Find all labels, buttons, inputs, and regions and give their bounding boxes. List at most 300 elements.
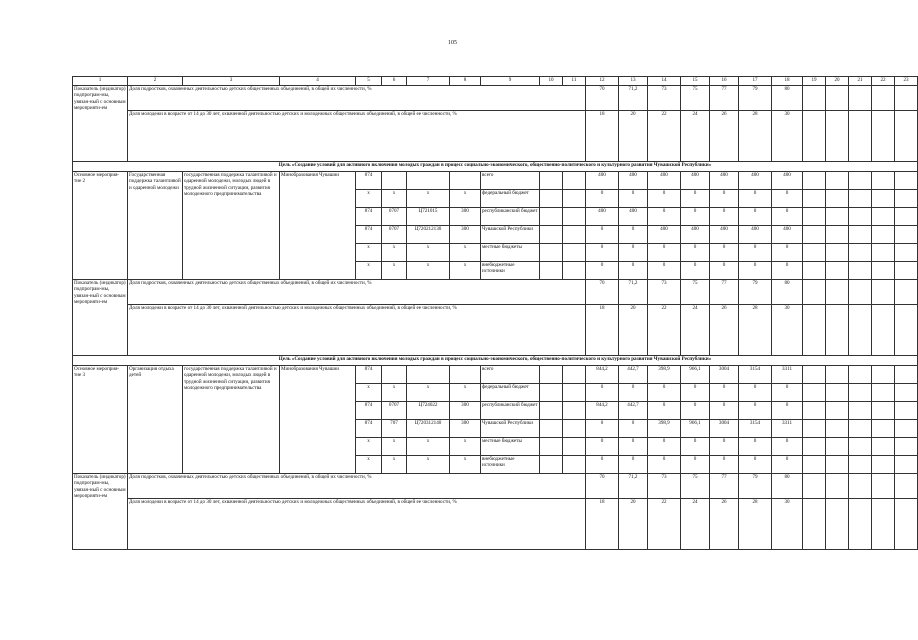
- funding-value: 844,2: [586, 402, 619, 420]
- vr-code: х: [450, 438, 481, 456]
- empty-cell: [849, 244, 872, 262]
- indicator-value: 71,2: [619, 86, 648, 111]
- funding-value: 0: [619, 226, 648, 244]
- funding-value: 0: [681, 244, 710, 262]
- funding-value: 0: [739, 402, 772, 420]
- vr-code: х: [450, 456, 481, 474]
- column-number: 3: [183, 77, 280, 86]
- goal-row: [73, 162, 918, 172]
- indicator-value: 80: [772, 280, 803, 305]
- rz-code: 707: [382, 420, 407, 438]
- column-number: 1: [73, 77, 128, 86]
- empty-cell: [872, 456, 895, 474]
- empty-cell: [849, 384, 872, 402]
- indicator-row: [73, 474, 918, 499]
- empty-cell: [826, 499, 849, 550]
- empty-cell: [826, 402, 849, 420]
- indicator-value: 28: [739, 111, 772, 162]
- indicator-row: [73, 305, 918, 356]
- funding-value: 0: [681, 262, 710, 280]
- funding-value: 0: [710, 402, 739, 420]
- grbs-code: х: [356, 190, 382, 208]
- goal-row: [73, 356, 918, 366]
- funding-value: 0: [648, 438, 681, 456]
- indicator-value: 77: [710, 474, 739, 499]
- rz-code: х: [382, 262, 407, 280]
- grbs-code: 874: [356, 226, 382, 244]
- indicator-value: 22: [648, 111, 681, 162]
- column-number: 14: [648, 77, 681, 86]
- empty-cell: [895, 456, 918, 474]
- goal-text: Цель «Создание условий для активного включения молодых граждан в процесс социально-экономического, общественно-политического и культурного развития Чувашской Республики»: [73, 356, 918, 366]
- empty-cell: [849, 366, 872, 384]
- column-number: 20: [826, 77, 849, 86]
- indicator-value: 26: [710, 111, 739, 162]
- empty-cell: [540, 244, 563, 262]
- indicator-text: Доля молодежи в возрасте от 14 до 30 лет, охваченной деятельностью детских и молодежных общественных объединений, в общей ее численности, %: [128, 111, 586, 162]
- indicator-value: 79: [739, 86, 772, 111]
- funding-value: 0: [648, 208, 681, 226]
- indicator-value: 30: [772, 305, 803, 356]
- measure-title: Основное мероприя-тие 3: [73, 366, 128, 474]
- funding-value: 400: [772, 226, 803, 244]
- grbs-code: 874: [356, 172, 382, 190]
- indicator-row: [73, 86, 918, 111]
- empty-cell: [849, 208, 872, 226]
- funding-value: 400: [710, 172, 739, 190]
- measure-name: Государственная поддержка талантливой и одаренной молодежи: [128, 172, 183, 280]
- empty-cell: [895, 384, 918, 402]
- funding-value: 400: [648, 172, 681, 190]
- grbs-code: 874: [356, 402, 382, 420]
- empty-cell: [895, 305, 918, 356]
- indicator-label: Показатель (индикатор) подпрограм-мы, увязан-ный с основным мероприяти-ем: [73, 474, 128, 550]
- indicator-value: 70: [586, 474, 619, 499]
- funding-value: 0: [586, 262, 619, 280]
- indicator-value: 22: [648, 499, 681, 550]
- funding-value: 400: [739, 226, 772, 244]
- empty-cell: [563, 226, 586, 244]
- vr-code: х: [450, 384, 481, 402]
- indicator-value: 80: [772, 86, 803, 111]
- indicator-value: 73: [648, 280, 681, 305]
- indicator-value: 70: [586, 280, 619, 305]
- empty-cell: [872, 420, 895, 438]
- indicator-value: 28: [739, 499, 772, 550]
- measure-result: государственная поддержка талантливой и одаренной молодежи, молодых людей в трудной жизненной ситуации, развития молодежного предпринимательства: [183, 366, 280, 474]
- measure-name: Организация отдыха детей: [128, 366, 183, 474]
- csr-code: х: [407, 456, 450, 474]
- column-number: 21: [849, 77, 872, 86]
- csr-code: Ц721015: [407, 208, 450, 226]
- grbs-code: 874: [356, 420, 382, 438]
- funding-source: республиканский бюджет: [481, 402, 540, 420]
- funding-value: 0: [772, 456, 803, 474]
- empty-cell: [826, 262, 849, 280]
- funding-value: 0: [772, 262, 803, 280]
- indicator-value: 20: [619, 499, 648, 550]
- empty-cell: [563, 172, 586, 190]
- funding-value: 0: [772, 438, 803, 456]
- column-number: 6: [382, 77, 407, 86]
- funding-value: 400: [586, 172, 619, 190]
- funding-value: 0: [648, 190, 681, 208]
- empty-cell: [849, 86, 872, 111]
- empty-cell: [895, 366, 918, 384]
- empty-cell: [540, 208, 563, 226]
- empty-cell: [803, 366, 826, 384]
- empty-cell: [895, 244, 918, 262]
- column-number: 19: [803, 77, 826, 86]
- column-number: 11: [563, 77, 586, 86]
- funding-value: 0: [648, 402, 681, 420]
- rz-code: 0707: [382, 402, 407, 420]
- empty-cell: [803, 280, 826, 305]
- column-number: 7: [407, 77, 450, 86]
- indicator-value: 77: [710, 86, 739, 111]
- empty-cell: [540, 190, 563, 208]
- funding-value: 398,9: [648, 366, 681, 384]
- indicator-value: 22: [648, 305, 681, 356]
- indicator-value: 75: [681, 86, 710, 111]
- vr-code: [450, 366, 481, 384]
- grbs-code: х: [356, 244, 382, 262]
- csr-code: х: [407, 262, 450, 280]
- csr-code: Ц724022: [407, 402, 450, 420]
- funding-value: 0: [710, 262, 739, 280]
- goal-text: Цель «Создание условий для активного включения молодых граждан в процесс социально-экономического, общественно-политического и культурного развития Чувашской Республики»: [73, 162, 918, 172]
- rz-code: 0707: [382, 208, 407, 226]
- vr-code: х: [450, 190, 481, 208]
- empty-cell: [563, 402, 586, 420]
- empty-cell: [826, 366, 849, 384]
- funding-value: 0: [619, 262, 648, 280]
- empty-cell: [849, 190, 872, 208]
- funding-value: 0: [739, 244, 772, 262]
- funding-value: 0: [772, 402, 803, 420]
- indicator-text: Доля подростков, охваченных деятельностью детских общественных объединений, в общей их численности, %: [128, 86, 586, 111]
- empty-cell: [849, 280, 872, 305]
- funding-value: 400: [648, 226, 681, 244]
- empty-cell: [872, 226, 895, 244]
- funding-value: 398,9: [648, 420, 681, 438]
- empty-cell: [849, 456, 872, 474]
- column-number: 4: [280, 77, 356, 86]
- funding-value: 0: [681, 402, 710, 420]
- empty-cell: [895, 172, 918, 190]
- indicator-value: 79: [739, 474, 772, 499]
- empty-cell: [803, 499, 826, 550]
- empty-cell: [563, 190, 586, 208]
- empty-cell: [826, 111, 849, 162]
- funding-value: 400: [710, 226, 739, 244]
- funding-value: 0: [586, 438, 619, 456]
- funding-value: 3004: [710, 420, 739, 438]
- empty-cell: [803, 305, 826, 356]
- funding-value: 400: [586, 208, 619, 226]
- empty-cell: [872, 402, 895, 420]
- empty-cell: [803, 86, 826, 111]
- indicator-value: 18: [586, 499, 619, 550]
- funding-value: 3154: [739, 420, 772, 438]
- empty-cell: [872, 280, 895, 305]
- funding-value: 0: [739, 456, 772, 474]
- empty-cell: [540, 402, 563, 420]
- empty-cell: [895, 420, 918, 438]
- funding-source: местные бюджеты: [481, 244, 540, 262]
- column-number: 23: [895, 77, 918, 86]
- empty-cell: [803, 208, 826, 226]
- rz-code: х: [382, 456, 407, 474]
- funding-value: 400: [772, 172, 803, 190]
- funding-value: 0: [681, 384, 710, 402]
- column-number: 22: [872, 77, 895, 86]
- indicator-value: 24: [681, 499, 710, 550]
- funding-value: 0: [648, 384, 681, 402]
- funding-value: 844,2: [586, 366, 619, 384]
- vr-code: 300: [450, 208, 481, 226]
- empty-cell: [849, 420, 872, 438]
- funding-value: 0: [739, 438, 772, 456]
- empty-cell: [826, 190, 849, 208]
- measure-result: государственная поддержка талантливой и одаренной молодежи, молодых людей в трудной жизненной ситуации, развития молодежного предпринимательства: [183, 172, 280, 280]
- column-number: 13: [619, 77, 648, 86]
- grbs-code: х: [356, 262, 382, 280]
- funding-value: 0: [772, 190, 803, 208]
- empty-cell: [826, 438, 849, 456]
- indicator-value: 77: [710, 280, 739, 305]
- rz-code: [382, 366, 407, 384]
- empty-cell: [563, 456, 586, 474]
- csr-code: х: [407, 438, 450, 456]
- empty-cell: [826, 280, 849, 305]
- indicator-text: Доля подростков, охваченных деятельностью детских общественных объединений, в общей их численности, %: [128, 474, 586, 499]
- empty-cell: [540, 438, 563, 456]
- indicator-value: 24: [681, 305, 710, 356]
- funding-value: 0: [710, 438, 739, 456]
- column-number: 9: [481, 77, 540, 86]
- indicator-value: 73: [648, 86, 681, 111]
- empty-cell: [563, 384, 586, 402]
- empty-cell: [826, 474, 849, 499]
- funding-value: 3311: [772, 420, 803, 438]
- funding-value: 0: [710, 208, 739, 226]
- empty-cell: [872, 438, 895, 456]
- empty-cell: [895, 438, 918, 456]
- empty-cell: [563, 244, 586, 262]
- indicator-value: 71,2: [619, 280, 648, 305]
- funding-value: 442,7: [619, 366, 648, 384]
- funding-value: 0: [619, 438, 648, 456]
- empty-cell: [540, 384, 563, 402]
- csr-code: Ц720312140: [407, 420, 450, 438]
- column-number: 10: [540, 77, 563, 86]
- empty-cell: [803, 402, 826, 420]
- empty-cell: [872, 366, 895, 384]
- empty-cell: [803, 420, 826, 438]
- header-row: [73, 77, 918, 86]
- column-number: 16: [710, 77, 739, 86]
- empty-cell: [872, 262, 895, 280]
- empty-cell: [895, 499, 918, 550]
- empty-cell: [872, 474, 895, 499]
- vr-code: [450, 172, 481, 190]
- empty-cell: [895, 111, 918, 162]
- funding-value: 3004: [710, 366, 739, 384]
- measure-executor: Минобразования Чувашии: [280, 366, 356, 474]
- empty-cell: [895, 262, 918, 280]
- vr-code: 300: [450, 226, 481, 244]
- funding-value: 400: [739, 172, 772, 190]
- grbs-code: х: [356, 438, 382, 456]
- rz-code: х: [382, 190, 407, 208]
- indicator-value: 80: [772, 474, 803, 499]
- vr-code: 300: [450, 402, 481, 420]
- funding-source: Чувашской Республики: [481, 226, 540, 244]
- indicator-row: [73, 111, 918, 162]
- indicator-value: 30: [772, 111, 803, 162]
- column-number: 17: [739, 77, 772, 86]
- empty-cell: [895, 208, 918, 226]
- grbs-code: 874: [356, 366, 382, 384]
- grbs-code: 874: [356, 208, 382, 226]
- funding-value: 0: [772, 208, 803, 226]
- indicator-value: 30: [772, 499, 803, 550]
- empty-cell: [849, 111, 872, 162]
- funding-value: 0: [586, 190, 619, 208]
- funding-value: 0: [739, 262, 772, 280]
- funding-value: 0: [772, 244, 803, 262]
- empty-cell: [826, 420, 849, 438]
- indicator-value: 20: [619, 305, 648, 356]
- rz-code: х: [382, 244, 407, 262]
- empty-cell: [803, 438, 826, 456]
- measure-executor: Минобразования Чувашии: [280, 172, 356, 280]
- empty-cell: [872, 111, 895, 162]
- funding-source: республиканский бюджет: [481, 208, 540, 226]
- csr-code: [407, 366, 450, 384]
- funding-value: 0: [619, 244, 648, 262]
- empty-cell: [849, 402, 872, 420]
- funding-value: 0: [772, 384, 803, 402]
- funding-value: 0: [710, 244, 739, 262]
- empty-cell: [872, 305, 895, 356]
- empty-cell: [826, 208, 849, 226]
- funding-source: местные бюджеты: [481, 438, 540, 456]
- indicator-value: 20: [619, 111, 648, 162]
- column-number: 12: [586, 77, 619, 86]
- indicator-text: Доля молодежи в возрасте от 14 до 30 лет, охваченной деятельностью детских и молодежных общественных объединений, в общей ее численности, %: [128, 305, 586, 356]
- funding-value: 0: [739, 208, 772, 226]
- funding-value: 3154: [739, 366, 772, 384]
- funding-source: федеральный бюджет: [481, 190, 540, 208]
- measure-row: [73, 172, 918, 190]
- funding-value: 0: [619, 420, 648, 438]
- indicator-value: 71,2: [619, 474, 648, 499]
- indicator-value: 18: [586, 111, 619, 162]
- csr-code: Ц720212130: [407, 226, 450, 244]
- funding-value: 966,1: [681, 420, 710, 438]
- measure-title: Основное мероприя-тие 2: [73, 172, 128, 280]
- rz-code: х: [382, 438, 407, 456]
- empty-cell: [540, 226, 563, 244]
- funding-value: 0: [619, 190, 648, 208]
- empty-cell: [563, 420, 586, 438]
- empty-cell: [849, 262, 872, 280]
- empty-cell: [540, 456, 563, 474]
- rz-code: [382, 172, 407, 190]
- funding-value: 0: [739, 384, 772, 402]
- empty-cell: [872, 244, 895, 262]
- funding-value: 0: [586, 226, 619, 244]
- empty-cell: [803, 384, 826, 402]
- column-number: 2: [128, 77, 183, 86]
- indicator-value: 79: [739, 280, 772, 305]
- rz-code: 0707: [382, 226, 407, 244]
- empty-cell: [826, 305, 849, 356]
- empty-cell: [540, 172, 563, 190]
- funding-value: 0: [586, 384, 619, 402]
- empty-cell: [849, 226, 872, 244]
- funding-value: 0: [586, 420, 619, 438]
- funding-value: 0: [681, 190, 710, 208]
- empty-cell: [563, 262, 586, 280]
- empty-cell: [826, 244, 849, 262]
- funding-source: внебюджетные источники: [481, 456, 540, 474]
- funding-value: 0: [619, 384, 648, 402]
- column-number: 8: [450, 77, 481, 86]
- empty-cell: [803, 111, 826, 162]
- empty-cell: [872, 86, 895, 111]
- indicator-value: 73: [648, 474, 681, 499]
- empty-cell: [540, 420, 563, 438]
- page-number: 105: [448, 40, 457, 46]
- measure-row: [73, 366, 918, 384]
- funding-value: 400: [681, 226, 710, 244]
- empty-cell: [872, 190, 895, 208]
- funding-source: федеральный бюджет: [481, 384, 540, 402]
- funding-value: 0: [648, 262, 681, 280]
- csr-code: [407, 172, 450, 190]
- empty-cell: [849, 499, 872, 550]
- column-number: 5: [356, 77, 382, 86]
- funding-value: 400: [681, 172, 710, 190]
- rz-code: х: [382, 384, 407, 402]
- empty-cell: [540, 366, 563, 384]
- indicator-text: Доля подростков, охваченных деятельностью детских общественных объединений, в общей их численности, %: [128, 280, 586, 305]
- vr-code: х: [450, 244, 481, 262]
- funding-source: всего: [481, 172, 540, 190]
- empty-cell: [803, 262, 826, 280]
- funding-value: 966,1: [681, 366, 710, 384]
- indicator-label: Показатель (индикатор) подпрограм-мы, увязан-ный с основным мероприяти-ем: [73, 280, 128, 356]
- empty-cell: [826, 86, 849, 111]
- empty-cell: [803, 226, 826, 244]
- indicator-text: Доля молодежи в возрасте от 14 до 30 лет, охваченной деятельностью детских и молодежных общественных объединений, в общей ее численности, %: [128, 499, 586, 550]
- indicator-row: [73, 280, 918, 305]
- funding-value: 0: [681, 438, 710, 456]
- empty-cell: [895, 190, 918, 208]
- empty-cell: [872, 499, 895, 550]
- empty-cell: [872, 384, 895, 402]
- indicator-value: 28: [739, 305, 772, 356]
- grbs-code: х: [356, 456, 382, 474]
- funding-value: 400: [619, 172, 648, 190]
- empty-cell: [895, 402, 918, 420]
- csr-code: х: [407, 384, 450, 402]
- funding-value: 0: [681, 456, 710, 474]
- program-table: [72, 76, 918, 550]
